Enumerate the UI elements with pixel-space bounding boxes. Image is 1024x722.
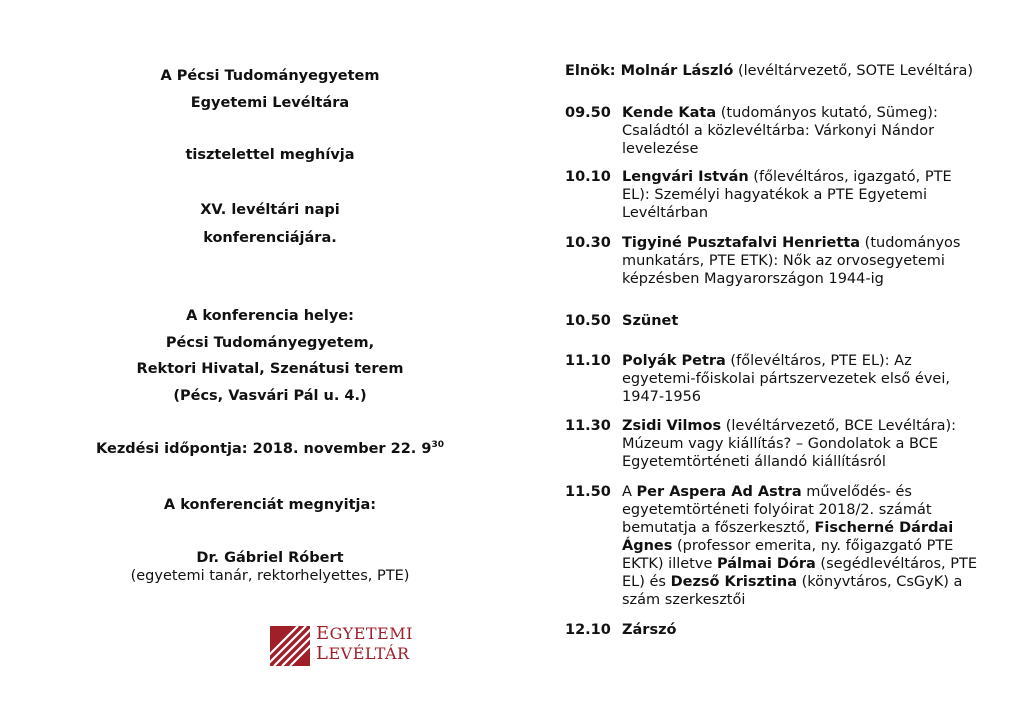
start-time-label: Kezdési időpontja: 2018. november 22. 9 — [96, 441, 432, 457]
talk-text: EL) és — [622, 574, 671, 590]
item-time: 10.10 — [565, 169, 611, 185]
program-item — [565, 234, 975, 288]
invite-text: tisztelettel meghívja — [185, 147, 355, 163]
speaker-role: (levéltárvezető, BCE Levéltára): — [721, 418, 957, 434]
logo-text — [316, 624, 413, 664]
program-item — [565, 417, 975, 471]
logo-initial-e: E — [316, 623, 330, 644]
speaker-role: (főlevéltáros, igazgató, PTE — [748, 169, 952, 185]
person-name: Dezső Krisztina — [670, 574, 797, 590]
institution-line-2: Egyetemi Levéltára — [190, 95, 350, 111]
speaker-name: Lengvári István — [622, 169, 749, 185]
talk-line: EL): Személyi hagyatékok a PTE Egyetemi — [622, 187, 928, 203]
egyetemi-leveltar-logo — [270, 623, 413, 668]
person-name: Pálmai Dóra — [716, 556, 816, 572]
chair-role: (levéltárvezető, SOTE Levéltára) — [733, 63, 974, 79]
venue-line-1: Pécsi Tudományegyetem, — [165, 335, 375, 351]
talk-line — [622, 555, 975, 573]
talk-line — [622, 519, 975, 537]
talk-line: szám szerkesztői — [622, 592, 746, 608]
talk-line: Levéltárban — [622, 205, 709, 221]
start-time — [60, 440, 480, 458]
journal-title: Per Aspera Ad Astra — [636, 484, 802, 500]
talk-line — [622, 537, 975, 555]
venue-title: A konferencia helye: — [186, 308, 354, 324]
person-name: Fischerné Dárdai — [814, 520, 954, 536]
item-time: 11.10 — [565, 353, 611, 369]
speaker-name: Polyák Petra — [622, 353, 726, 369]
invitation-column — [60, 0, 480, 722]
logo-word-1: GYETEMI — [329, 624, 413, 643]
item-time: 10.50 — [565, 313, 611, 329]
speaker-role: (főlevéltáros, PTE EL): Az — [725, 353, 912, 369]
program-item-break — [565, 312, 975, 330]
talk-text: (segédlevéltáros, PTE — [815, 556, 977, 572]
talk-line: Egyetemtörténeti állandó kiállításról — [622, 454, 886, 470]
speaker-name: Zsidi Vilmos — [622, 418, 722, 434]
venue-line-3: (Pécs, Vasvári Pál u. 4.) — [173, 388, 367, 404]
opener-title: (egyetemi tanár, rektorhelyettes, PTE) — [130, 568, 410, 584]
program-item — [565, 104, 975, 158]
logo-word-2: EVÉLTÁR — [328, 644, 410, 663]
session-chair — [565, 62, 973, 80]
journal-pre: A — [622, 484, 637, 500]
item-time: 10.30 — [565, 235, 611, 251]
program-item-closing — [565, 621, 975, 639]
speaker-role: (tudományos — [860, 235, 961, 251]
talk-text: (könyvtáros, CsGyK) a — [796, 574, 963, 590]
speaker-name: Tigyiné Pusztafalvi Henrietta — [622, 235, 861, 251]
item-time: 11.30 — [565, 418, 611, 434]
program-item — [565, 168, 975, 222]
talk-text: bemutatja a főszerkesztő, — [622, 520, 815, 536]
talk-text: EKTK) illetve — [622, 556, 717, 572]
talk-line: Családtól a közlevéltárba: Várkonyi Nándor — [622, 123, 935, 139]
chair-name: Elnök: Molnár László — [565, 63, 734, 79]
talk-text: (professor emerita, ny. főigazgató PTE — [672, 538, 954, 554]
speaker-role: (tudományos kutató, Sümeg): — [716, 105, 938, 121]
talk-line: egyetemtörténeti folyóirat 2018/2. számát — [622, 502, 932, 518]
program-item-journal — [565, 483, 975, 609]
logo-initial-l: L — [316, 643, 329, 664]
item-time: 11.50 — [565, 484, 611, 500]
program-column — [565, 0, 1005, 722]
opener-name: Dr. Gábriel Róbert — [196, 550, 344, 566]
start-time-minutes: 30 — [431, 440, 444, 450]
talk-line: egyetemi-főiskolai pártszervezetek első évei, — [622, 371, 950, 387]
talk-line: levelezése — [622, 141, 699, 157]
break-label: Szünet — [622, 313, 679, 329]
item-time: 09.50 — [565, 105, 611, 121]
venue-line-2: Rektori Hivatal, Szenátusi terem — [136, 361, 404, 377]
speaker-name: Kende Kata — [622, 105, 717, 121]
talk-line: munkatárs, PTE ETK): Nők az orvosegyetemi — [622, 253, 945, 269]
logo-mark-icon — [270, 626, 310, 666]
person-name: Ágnes — [622, 538, 673, 554]
item-time: 12.10 — [565, 622, 611, 638]
talk-line — [622, 573, 975, 591]
conference-title-line-2: konferenciájára. — [203, 230, 337, 246]
conference-title-line-1: XV. levéltári napi — [200, 202, 340, 218]
journal-post: művelődés- és — [801, 484, 912, 500]
closing-label: Zárszó — [622, 622, 677, 638]
opening-title: A konferenciát megnyitja: — [163, 497, 377, 513]
program-item — [565, 352, 975, 406]
institution-line-1: A Pécsi Tudományegyetem — [160, 68, 380, 84]
talk-line: Múzeum vagy kiállítás? – Gondolatok a BCE — [622, 436, 939, 452]
talk-line: képzésben Magyarországon 1944-ig — [622, 271, 884, 287]
talk-line: 1947-1956 — [622, 389, 702, 405]
